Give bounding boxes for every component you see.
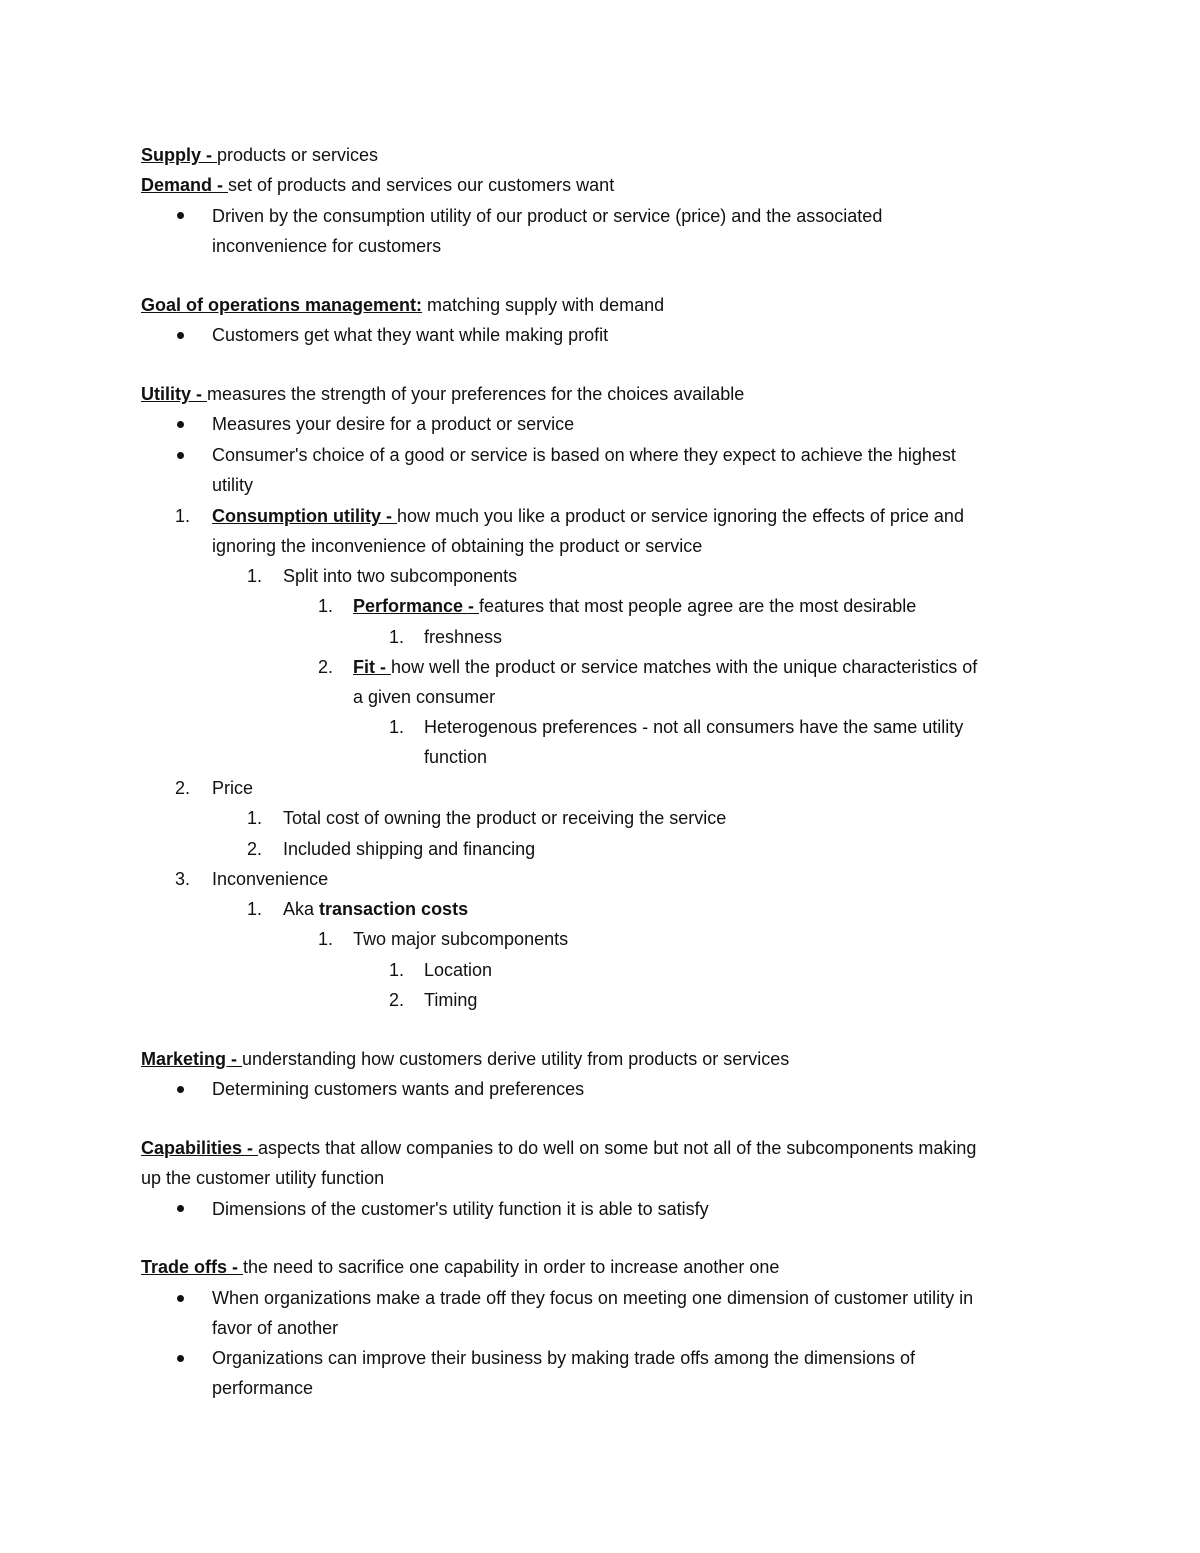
bullet-dot-icon [177,332,184,339]
list-marker: 1. [247,808,263,828]
bullet-dot-icon [177,1355,184,1362]
utility-bullet-1: Measures your desire for a product or service [212,414,575,434]
capabilities-bullet: Dimensions of the customer's utility function it is able to satisfy [212,1199,709,1219]
tradeoffs-text: the need to sacrifice one capability in order to increase another one [243,1257,780,1277]
capabilities-definition-line-1 [141,1133,976,1163]
demand-bullet-line-2: inconvenience for customers [212,236,442,256]
marketing-text: understanding how customers derive utility from products or services [242,1049,790,1069]
list-marker: 1. [389,960,405,980]
list-marker: 2. [389,990,405,1010]
location-item: Location [424,960,493,980]
goal-term: Goal of operations management: [141,295,423,315]
bullet-dot-icon [177,1295,184,1302]
marketing-definition [141,1044,789,1074]
supply-term: Supply - [141,145,217,165]
fit-definition-line-1 [353,652,977,682]
bullet-dot-icon [177,452,184,459]
tradeoffs-term: Trade offs - [141,1257,244,1277]
consumption-utility-text: how much you like a product or service ignoring the effects of price and [396,506,964,526]
list-marker: 2. [247,839,263,859]
fit-text: how well the product or service matches with the unique characteristics of [391,657,978,677]
capabilities-term: Capabilities - [141,1138,259,1158]
demand-definition [141,170,614,200]
marketing-term: Marketing - [141,1049,243,1069]
split-subcomponents: Split into two subcomponents [283,566,518,586]
heterogenous-line-1: Heterogenous preferences - not all consumers have the same utility [424,717,964,737]
marketing-bullet: Determining customers wants and preferences [212,1079,585,1099]
consumption-utility-line-1 [212,501,964,531]
goal-definition [141,290,664,320]
heterogenous-line-2: function [424,747,488,767]
tradeoffs-definition [141,1252,779,1282]
demand-term: Demand - [141,175,229,195]
utility-text: measures the strength of your preferences for the choices available [207,384,745,404]
list-marker: 1. [318,596,334,616]
tradeoffs-bullet-2-line-2: performance [212,1378,314,1398]
tradeoffs-bullet-2-line-1: Organizations can improve their business by making trade offs among the dimensions of [212,1348,916,1368]
performance-definition [353,591,916,621]
list-marker: 1. [389,717,405,737]
list-marker: 2. [175,778,191,798]
performance-term: Performance - [353,596,480,616]
inconvenience-item: Inconvenience [212,869,329,889]
price-item: Price [212,778,254,798]
fit-term: Fit - [353,657,391,677]
goal-text: matching supply with demand [422,295,665,315]
bullet-dot-icon [177,1086,184,1093]
list-marker: 3. [175,869,191,889]
two-major-subcomponents: Two major subcomponents [353,929,569,949]
supply-definition [141,140,378,170]
utility-bullet-2-line-1: Consumer's choice of a good or service is based on where they expect to achieve the highest [212,445,956,465]
utility-bullet-2-line-2: utility [212,475,254,495]
utility-term: Utility - [141,384,207,404]
tradeoffs-bullet-1-line-1: When organizations make a trade off they focus on meeting one dimension of customer utility in [212,1288,974,1308]
list-marker: 1. [175,506,191,526]
capabilities-text: aspects that allow companies to do well on some but not all of the subcomponents making [258,1138,977,1158]
bullet-dot-icon [177,1205,184,1212]
list-marker: 1. [247,566,263,586]
transaction-costs-item [283,894,468,924]
list-marker: 1. [247,899,263,919]
bullet-dot-icon [177,421,184,428]
price-total-cost: Total cost of owning the product or receiving the service [283,808,727,828]
performance-text: features that most people agree are the most desirable [479,596,917,616]
demand-text: set of products and services our customers want [228,175,615,195]
capabilities-definition-line-2: up the customer utility function [141,1168,385,1188]
consumption-utility-term: Consumption utility - [212,506,397,526]
transaction-costs-term: transaction costs [319,899,469,919]
freshness-item: freshness [424,627,503,647]
demand-bullet-line-1: Driven by the consumption utility of our product or service (price) and the associated [212,206,883,226]
list-marker: 2. [318,657,334,677]
fit-definition-line-2: a given consumer [353,687,496,707]
goal-bullet: Customers get what they want while making profit [212,325,609,345]
consumption-utility-line-2: ignoring the inconvenience of obtaining the product or service [212,536,703,556]
timing-item: Timing [424,990,478,1010]
transaction-costs-prefix: Aka [283,899,320,919]
list-marker: 1. [389,627,405,647]
price-shipping: Included shipping and financing [283,839,536,859]
bullet-dot-icon [177,212,184,219]
utility-definition [141,379,744,409]
list-marker: 1. [318,929,334,949]
tradeoffs-bullet-1-line-2: favor of another [212,1318,339,1338]
supply-text: products or services [217,145,379,165]
